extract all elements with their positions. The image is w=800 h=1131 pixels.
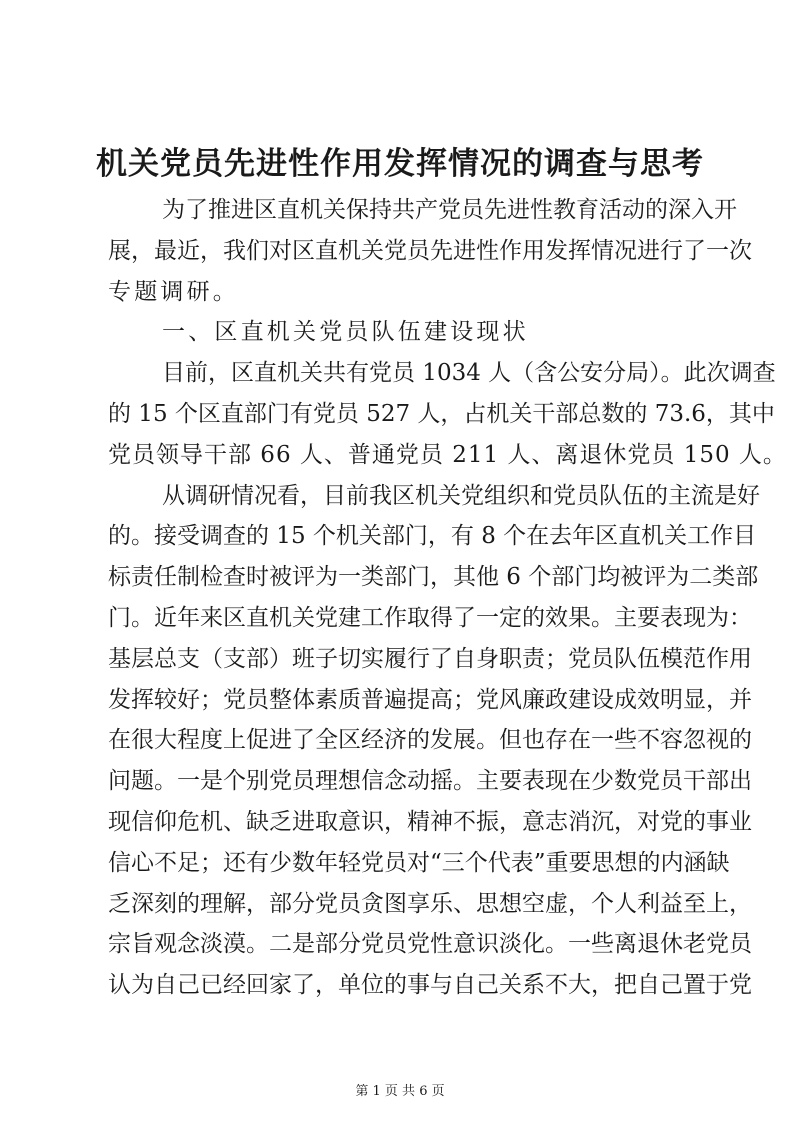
text-line: 在很大程度上促进了全区经济的发展。但也存在一些不容忽视的 [108,727,752,754]
text-line: 标责任制检查时被评为一类部门，其他 6 个部门均被评为二类部 [108,564,759,591]
section-heading: 一、区直机关党员队伍建设现状 [162,319,529,346]
text-line: 信心不足；还有少数年轻党员对“三个代表”重要思想的内涵缺 [108,849,730,876]
text-line: 现信仰危机、缺乏进取意识，精神不振，意志消沉，对党的事业 [108,808,752,835]
document-body [108,190,787,1006]
page-number: 第 1 页 共 6 页 [355,1084,445,1099]
text-line: 的。接受调查的 15 个机关部门，有 8 个在去年区直机关工作目 [108,523,757,550]
text-line: 问题。一是个别党员理想信念动摇。主要表现在少数党员干部出 [108,768,752,795]
text-line: 目前，区直机关共有党员 1034 人（含公安分局）。此次调查 [162,360,776,387]
text-line: 门。近年来区直机关党建工作取得了一定的效果。主要表现为： [108,604,752,631]
text-line: 为了推进区直机关保持共产党员先进性教育活动的深入开 [162,197,737,223]
text-line: 乏深刻的理解，部分党员贪图享乐、思想空虚，个人利益至上， [108,890,752,917]
text-line: 从调研情况看，目前我区机关党组织和党员队伍的主流是好 [162,482,760,509]
text-line: 专题调研。 [108,278,239,305]
document-title: 机关党员先进性作用发挥情况的调查与思考 [96,146,704,182]
text-line: 认为自己已经回家了，单位的事与自己关系不大，把自己置于党 [108,972,752,999]
text-line: 发挥较好；党员整体素质普遍提高；党风廉政建设成效明显，并 [108,686,752,713]
text-line: 党员领导干部 66 人、普通党员 211 人、离退休党员 150 人。 [108,441,787,468]
text-line: 的 15 个区直部门有党员 527 人，占机关干部总数的 73.6，其中 [108,400,775,427]
text-line: 基层总支（支部）班子切实履行了自身职责；党员队伍模范作用 [108,645,752,672]
text-line: 宗旨观念淡漠。二是部分党员党性意识淡化。一些离退休老党员 [108,931,752,958]
text-line: 展，最近，我们对区直机关党员先进性作用发挥情况进行了一次 [108,237,752,264]
